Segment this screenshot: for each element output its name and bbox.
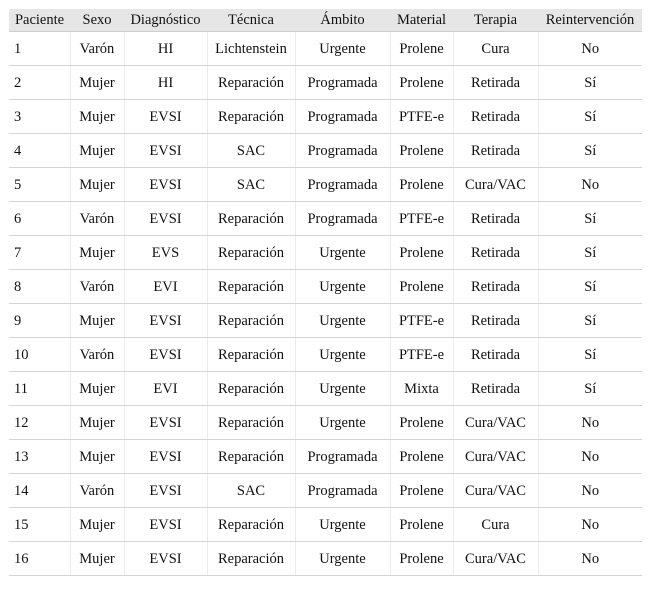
cell-diagnostico: EVSI [124, 440, 207, 474]
table-row [9, 168, 642, 202]
cell-paciente: 2 [9, 66, 70, 100]
cell-paciente: 7 [9, 236, 70, 270]
cell-ambito: Programada [295, 202, 390, 236]
cell-ambito: Urgente [295, 338, 390, 372]
cell-reintervencion: No [538, 168, 642, 202]
cell-reintervencion: No [538, 406, 642, 440]
cell-sexo: Varón [70, 32, 124, 66]
cell-sexo: Mujer [70, 236, 124, 270]
cell-sexo: Mujer [70, 66, 124, 100]
cell-ambito: Urgente [295, 236, 390, 270]
cell-terapia: Cura [453, 508, 538, 542]
cell-tecnica: Reparación [207, 440, 295, 474]
cell-tecnica: Reparación [207, 236, 295, 270]
cell-terapia: Cura/VAC [453, 542, 538, 576]
cell-tecnica: Reparación [207, 542, 295, 576]
cell-material: Prolene [390, 32, 453, 66]
cell-material: Prolene [390, 236, 453, 270]
cell-reintervencion: Sí [538, 338, 642, 372]
cell-reintervencion: Sí [538, 304, 642, 338]
cell-reintervencion: Sí [538, 202, 642, 236]
cell-material: Prolene [390, 66, 453, 100]
cell-diagnostico: EVI [124, 270, 207, 304]
cell-paciente: 10 [9, 338, 70, 372]
cell-diagnostico: EVSI [124, 202, 207, 236]
cell-sexo: Mujer [70, 508, 124, 542]
cell-material: Prolene [390, 474, 453, 508]
header-material: Material [390, 9, 453, 32]
cell-ambito: Programada [295, 100, 390, 134]
cell-reintervencion: No [538, 542, 642, 576]
cell-diagnostico: HI [124, 32, 207, 66]
cell-sexo: Mujer [70, 440, 124, 474]
cell-terapia: Cura/VAC [453, 168, 538, 202]
cell-ambito: Programada [295, 134, 390, 168]
cell-ambito: Urgente [295, 372, 390, 406]
cell-sexo: Varón [70, 202, 124, 236]
cell-reintervencion: Sí [538, 372, 642, 406]
table-row [9, 66, 642, 100]
cell-tecnica: Reparación [207, 270, 295, 304]
cell-tecnica: Reparación [207, 372, 295, 406]
cell-ambito: Urgente [295, 542, 390, 576]
cell-reintervencion: No [538, 440, 642, 474]
cell-terapia: Cura [453, 32, 538, 66]
cell-diagnostico: EVSI [124, 168, 207, 202]
cell-tecnica: Reparación [207, 508, 295, 542]
cell-paciente: 12 [9, 406, 70, 440]
cell-sexo: Mujer [70, 406, 124, 440]
table-row [9, 304, 642, 338]
cell-ambito: Programada [295, 474, 390, 508]
cell-material: Prolene [390, 542, 453, 576]
cell-reintervencion: Sí [538, 236, 642, 270]
cell-sexo: Mujer [70, 372, 124, 406]
header-terapia: Terapia [453, 9, 538, 32]
patients-table [9, 9, 642, 576]
cell-terapia: Retirada [453, 338, 538, 372]
cell-tecnica: Reparación [207, 66, 295, 100]
header-diagnostico: Diagnóstico [124, 9, 207, 32]
table-row [9, 236, 642, 270]
table-row [9, 508, 642, 542]
cell-tecnica: Reparación [207, 304, 295, 338]
cell-reintervencion: No [538, 508, 642, 542]
cell-paciente: 1 [9, 32, 70, 66]
cell-diagnostico: EVSI [124, 100, 207, 134]
cell-sexo: Varón [70, 270, 124, 304]
cell-terapia: Cura/VAC [453, 406, 538, 440]
cell-ambito: Urgente [295, 304, 390, 338]
cell-sexo: Varón [70, 474, 124, 508]
cell-tecnica: Reparación [207, 406, 295, 440]
cell-material: Prolene [390, 134, 453, 168]
cell-terapia: Retirada [453, 202, 538, 236]
cell-reintervencion: Sí [538, 100, 642, 134]
cell-terapia: Cura/VAC [453, 474, 538, 508]
cell-tecnica: Reparación [207, 202, 295, 236]
cell-material: Mixta [390, 372, 453, 406]
cell-sexo: Mujer [70, 542, 124, 576]
cell-ambito: Programada [295, 168, 390, 202]
cell-paciente: 3 [9, 100, 70, 134]
cell-ambito: Urgente [295, 32, 390, 66]
cell-terapia: Retirada [453, 66, 538, 100]
cell-tecnica: SAC [207, 134, 295, 168]
cell-diagnostico: EVSI [124, 338, 207, 372]
cell-sexo: Mujer [70, 304, 124, 338]
table-row [9, 542, 642, 576]
cell-paciente: 15 [9, 508, 70, 542]
cell-material: PTFE-e [390, 304, 453, 338]
table-row [9, 202, 642, 236]
cell-tecnica: Lichtenstein [207, 32, 295, 66]
header-sexo: Sexo [70, 9, 124, 32]
cell-material: Prolene [390, 406, 453, 440]
cell-reintervencion: No [538, 32, 642, 66]
cell-terapia: Retirada [453, 236, 538, 270]
cell-material: PTFE-e [390, 338, 453, 372]
cell-reintervencion: No [538, 474, 642, 508]
table-row [9, 134, 642, 168]
cell-material: Prolene [390, 270, 453, 304]
cell-paciente: 6 [9, 202, 70, 236]
cell-material: Prolene [390, 168, 453, 202]
cell-paciente: 5 [9, 168, 70, 202]
cell-sexo: Mujer [70, 168, 124, 202]
cell-reintervencion: Sí [538, 134, 642, 168]
cell-terapia: Cura/VAC [453, 440, 538, 474]
cell-sexo: Mujer [70, 100, 124, 134]
cell-paciente: 11 [9, 372, 70, 406]
cell-paciente: 13 [9, 440, 70, 474]
table-row [9, 474, 642, 508]
cell-terapia: Retirada [453, 372, 538, 406]
cell-diagnostico: EVSI [124, 304, 207, 338]
header-ambito: Ámbito [295, 9, 390, 32]
cell-material: PTFE-e [390, 202, 453, 236]
table-row [9, 338, 642, 372]
cell-paciente: 16 [9, 542, 70, 576]
cell-terapia: Retirada [453, 270, 538, 304]
cell-tecnica: SAC [207, 168, 295, 202]
cell-ambito: Urgente [295, 270, 390, 304]
header-row [9, 9, 642, 32]
table-row [9, 100, 642, 134]
cell-diagnostico: EVS [124, 236, 207, 270]
cell-tecnica: Reparación [207, 338, 295, 372]
cell-paciente: 4 [9, 134, 70, 168]
cell-paciente: 8 [9, 270, 70, 304]
header-paciente: Paciente [9, 9, 70, 32]
cell-diagnostico: EVSI [124, 134, 207, 168]
cell-material: PTFE-e [390, 100, 453, 134]
cell-tecnica: SAC [207, 474, 295, 508]
cell-sexo: Varón [70, 338, 124, 372]
cell-paciente: 14 [9, 474, 70, 508]
cell-terapia: Retirada [453, 304, 538, 338]
table-row [9, 406, 642, 440]
cell-ambito: Programada [295, 66, 390, 100]
table-row [9, 270, 642, 304]
cell-diagnostico: EVSI [124, 406, 207, 440]
cell-reintervencion: Sí [538, 270, 642, 304]
header-tecnica: Técnica [207, 9, 295, 32]
table-row [9, 32, 642, 66]
cell-material: Prolene [390, 440, 453, 474]
header-reintervencion: Reintervención [538, 9, 642, 32]
cell-terapia: Retirada [453, 134, 538, 168]
cell-sexo: Mujer [70, 134, 124, 168]
cell-ambito: Programada [295, 440, 390, 474]
cell-ambito: Urgente [295, 406, 390, 440]
cell-diagnostico: EVSI [124, 474, 207, 508]
cell-diagnostico: EVSI [124, 542, 207, 576]
table-row [9, 440, 642, 474]
cell-diagnostico: EVSI [124, 508, 207, 542]
cell-reintervencion: Sí [538, 66, 642, 100]
cell-paciente: 9 [9, 304, 70, 338]
cell-material: Prolene [390, 508, 453, 542]
table-row [9, 372, 642, 406]
cell-tecnica: Reparación [207, 100, 295, 134]
cell-diagnostico: HI [124, 66, 207, 100]
cell-terapia: Retirada [453, 100, 538, 134]
cell-ambito: Urgente [295, 508, 390, 542]
cell-diagnostico: EVI [124, 372, 207, 406]
